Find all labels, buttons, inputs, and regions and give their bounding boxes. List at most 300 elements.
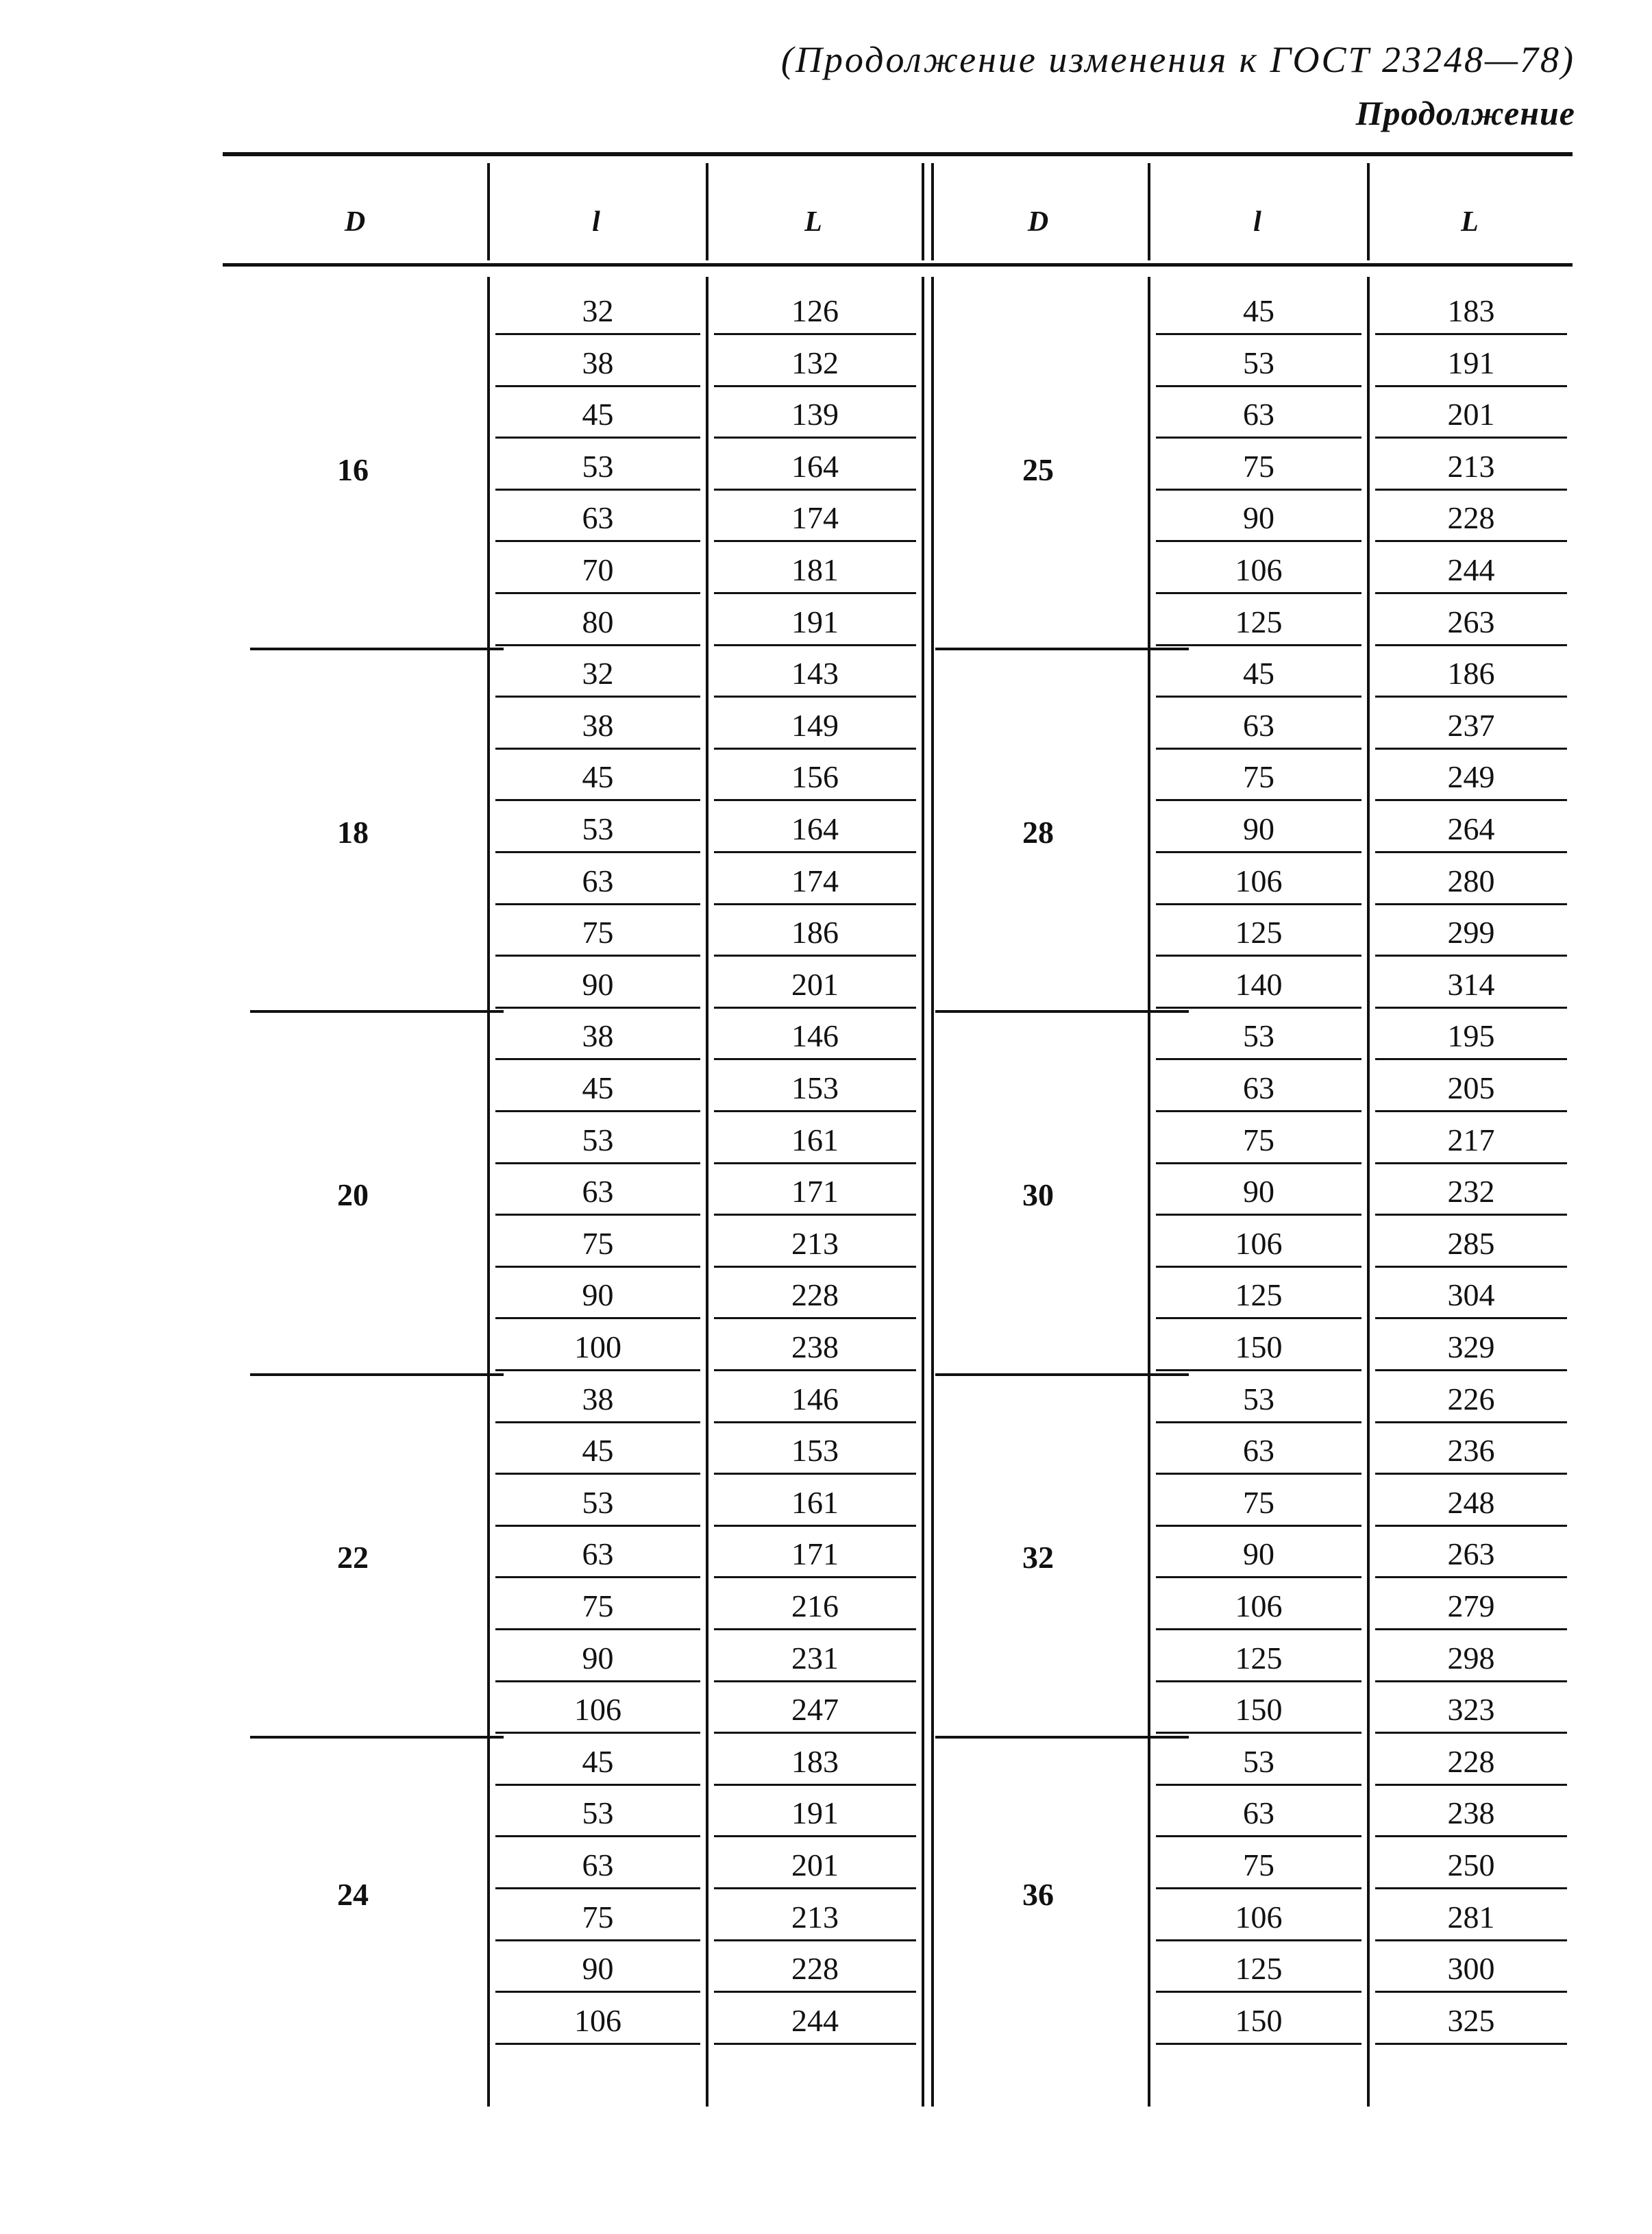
row-rule — [1375, 1784, 1567, 1786]
row-rule — [495, 644, 700, 646]
L-value: 201 — [791, 966, 839, 1002]
row-rule — [495, 1991, 700, 1993]
row-rule — [1375, 540, 1567, 542]
l-value: 75 — [1243, 1848, 1274, 1882]
row-rule — [495, 333, 700, 335]
row-rule — [1156, 1628, 1361, 1630]
l-value: 75 — [582, 1225, 614, 1261]
l-value: 53 — [582, 1484, 614, 1520]
row-rule — [495, 1939, 700, 1941]
l-value: 53 — [582, 1795, 614, 1831]
row-rule — [714, 644, 916, 646]
L-value: 249 — [1447, 759, 1495, 795]
row-rule — [1375, 955, 1567, 957]
l-value: 75 — [1243, 1122, 1274, 1157]
row-rule — [714, 1576, 916, 1578]
l-value: 53 — [582, 1122, 614, 1157]
row-rule — [1156, 851, 1361, 853]
l-value: 106 — [574, 1692, 621, 1728]
row-rule — [495, 1473, 700, 1475]
L-value: 213 — [791, 1225, 839, 1261]
D-value: 16 — [337, 452, 369, 487]
L-value: 248 — [1447, 1484, 1495, 1520]
l-value: 38 — [582, 1018, 614, 1054]
row-rule — [1156, 1991, 1361, 1993]
row-rule — [495, 1058, 700, 1060]
D-value: 36 — [1022, 1876, 1054, 1912]
row-rule — [714, 1835, 916, 1837]
l-value: 63 — [1243, 1433, 1274, 1469]
row-rule — [495, 592, 700, 594]
row-rule — [714, 1939, 916, 1941]
l-value: 90 — [582, 966, 614, 1002]
row-rule — [1375, 1887, 1567, 1889]
L-value: 213 — [791, 1899, 839, 1935]
L-value: 228 — [791, 1951, 839, 1987]
row-rule — [1375, 1214, 1567, 1216]
row-rule — [495, 1784, 700, 1786]
header-D-col: D — [344, 206, 366, 238]
row-rule — [714, 1784, 916, 1786]
D-value: 20 — [337, 1177, 369, 1212]
L-value: 250 — [1447, 1848, 1495, 1882]
row-rule — [495, 851, 700, 853]
row-rule — [714, 1628, 916, 1630]
row-rule — [495, 2043, 700, 2045]
row-rule — [495, 1732, 700, 1734]
group-rule — [935, 1010, 1189, 1013]
l-value: 75 — [582, 1899, 614, 1935]
l-value: 63 — [1243, 397, 1274, 432]
row-rule — [1375, 1991, 1567, 1993]
l-value: 140 — [1235, 966, 1283, 1002]
row-rule — [495, 1369, 700, 1371]
L-value: 263 — [1447, 604, 1495, 639]
row-rule — [1156, 1058, 1361, 1060]
L-value: 329 — [1447, 1329, 1495, 1364]
row-rule — [1375, 696, 1567, 698]
l-value: 106 — [1235, 1588, 1283, 1623]
L-value: 161 — [791, 1122, 839, 1157]
l-value: 90 — [1243, 811, 1274, 846]
L-value: 231 — [791, 1640, 839, 1676]
row-rule — [714, 1214, 916, 1216]
row-rule — [1156, 2043, 1361, 2045]
L-value: 244 — [1447, 552, 1495, 587]
row-rule — [495, 903, 700, 905]
row-rule — [495, 1680, 700, 1682]
row-rule — [714, 1525, 916, 1527]
header-L-col: L — [804, 206, 822, 238]
body-double-rule-a — [922, 277, 924, 2107]
l-value: 75 — [1243, 1484, 1274, 1520]
row-rule — [714, 489, 916, 491]
header-rule — [223, 263, 1573, 267]
row-rule — [714, 2043, 916, 2045]
row-rule — [1375, 489, 1567, 491]
L-value: 161 — [791, 1484, 839, 1520]
l-value: 70 — [582, 552, 614, 587]
row-rule — [1156, 592, 1361, 594]
row-rule — [714, 1369, 916, 1371]
row-rule — [714, 1991, 916, 1993]
l-value: 90 — [582, 1640, 614, 1676]
row-rule — [1375, 644, 1567, 646]
l-value: 106 — [1235, 863, 1283, 898]
l-value: 90 — [1243, 1536, 1274, 1572]
l-value: 38 — [582, 707, 614, 743]
row-rule — [1156, 1110, 1361, 1112]
l-value: 150 — [1235, 1692, 1283, 1728]
L-value: 143 — [791, 656, 839, 691]
row-rule — [1156, 1473, 1361, 1475]
l-value: 53 — [582, 448, 614, 484]
header-col-divider — [487, 163, 490, 260]
row-rule — [1375, 851, 1567, 853]
row-rule — [1375, 1525, 1567, 1527]
row-rule — [1156, 1525, 1361, 1527]
l-value: 75 — [582, 915, 614, 950]
l-value: 125 — [1235, 915, 1283, 950]
row-rule — [1156, 1421, 1361, 1423]
l-value: 53 — [1243, 1743, 1274, 1779]
l-value: 90 — [1243, 500, 1274, 536]
l-value: 63 — [582, 1536, 614, 1572]
top-rule — [223, 152, 1573, 156]
l-value: 90 — [582, 1277, 614, 1313]
L-value: 164 — [791, 448, 839, 484]
row-rule — [1156, 1007, 1361, 1009]
L-value: 191 — [791, 1795, 839, 1831]
L-value: 263 — [1447, 1536, 1495, 1572]
L-value: 247 — [791, 1692, 839, 1728]
L-value: 299 — [1447, 915, 1495, 950]
l-value: 45 — [1243, 656, 1274, 691]
row-rule — [1156, 333, 1361, 335]
row-rule — [714, 1110, 916, 1112]
D-value: 22 — [337, 1540, 369, 1575]
L-value: 228 — [1447, 1743, 1495, 1779]
row-rule — [1375, 1939, 1567, 1941]
row-rule — [1375, 1369, 1567, 1371]
L-value: 228 — [791, 1277, 839, 1313]
L-value: 174 — [791, 500, 839, 536]
group-rule — [250, 1736, 504, 1739]
L-value: 279 — [1447, 1588, 1495, 1623]
L-value: 132 — [791, 345, 839, 380]
header-col-divider — [1148, 163, 1150, 260]
l-value: 63 — [582, 500, 614, 536]
row-rule — [1156, 696, 1361, 698]
L-value: 281 — [1447, 1899, 1495, 1935]
l-value: 106 — [1235, 1225, 1283, 1261]
row-rule — [714, 385, 916, 387]
L-value: 153 — [791, 1433, 839, 1469]
L-value: 146 — [791, 1018, 839, 1054]
row-rule — [1375, 592, 1567, 594]
L-value: 238 — [791, 1329, 839, 1364]
l-value: 75 — [1243, 448, 1274, 484]
L-value: 171 — [791, 1536, 839, 1572]
row-rule — [1156, 1887, 1361, 1889]
l-value: 63 — [1243, 707, 1274, 743]
L-value: 201 — [791, 1848, 839, 1882]
group-rule — [250, 1010, 504, 1013]
L-value: 186 — [1447, 656, 1495, 691]
l-value: 32 — [582, 293, 614, 328]
row-rule — [1375, 1835, 1567, 1837]
row-rule — [714, 851, 916, 853]
L-value: 149 — [791, 707, 839, 743]
L-value: 126 — [791, 293, 839, 328]
row-rule — [714, 1007, 916, 1009]
row-rule — [1156, 1317, 1361, 1319]
row-rule — [1156, 385, 1361, 387]
row-rule — [714, 1887, 916, 1889]
l-value: 53 — [1243, 345, 1274, 380]
row-rule — [1156, 903, 1361, 905]
row-rule — [714, 540, 916, 542]
D-value: 32 — [1022, 1540, 1054, 1575]
l-value: 45 — [582, 759, 614, 795]
row-rule — [1375, 1421, 1567, 1423]
row-rule — [714, 1421, 916, 1423]
l-value: 150 — [1235, 2002, 1283, 2038]
l-value: 75 — [582, 1588, 614, 1623]
D-value: 25 — [1022, 452, 1054, 487]
row-rule — [1156, 540, 1361, 542]
row-rule — [1375, 1576, 1567, 1578]
group-rule — [250, 1373, 504, 1376]
L-value: 314 — [1447, 966, 1495, 1002]
header-D-col: D — [1027, 206, 1049, 238]
dimensions-table — [223, 147, 1573, 2113]
L-value: 191 — [1447, 345, 1495, 380]
l-value: 53 — [582, 811, 614, 846]
row-rule — [495, 1525, 700, 1527]
row-rule — [714, 592, 916, 594]
row-rule — [714, 1058, 916, 1060]
L-value: 195 — [1447, 1018, 1495, 1054]
row-rule — [1375, 385, 1567, 387]
header-col-divider — [706, 163, 708, 260]
L-value: 213 — [1447, 448, 1495, 484]
l-value: 75 — [1243, 759, 1274, 795]
row-rule — [1156, 1576, 1361, 1578]
l-value: 63 — [1243, 1795, 1274, 1831]
l-value: 38 — [582, 345, 614, 380]
row-rule — [714, 1732, 916, 1734]
group-rule — [935, 1373, 1189, 1376]
row-rule — [1156, 1680, 1361, 1682]
l-value: 45 — [582, 1070, 614, 1105]
l-value: 106 — [574, 2002, 621, 2038]
l-value: 45 — [1243, 293, 1274, 328]
D-value: 24 — [337, 1876, 369, 1912]
row-rule — [1156, 955, 1361, 957]
L-value: 304 — [1447, 1277, 1495, 1313]
L-value: 201 — [1447, 397, 1495, 432]
row-rule — [495, 1266, 700, 1268]
header-l-small-col: l — [592, 206, 600, 238]
row-rule — [714, 333, 916, 335]
L-value: 298 — [1447, 1640, 1495, 1676]
L-value: 164 — [791, 811, 839, 846]
L-value: 237 — [1447, 707, 1495, 743]
l-value: 100 — [574, 1329, 621, 1364]
header-double-rule-a — [922, 163, 924, 260]
l-value: 63 — [582, 1174, 614, 1210]
l-value: 90 — [582, 1951, 614, 1987]
row-rule — [1156, 437, 1361, 439]
row-rule — [495, 1007, 700, 1009]
row-rule — [1375, 437, 1567, 439]
L-value: 183 — [1447, 293, 1495, 328]
row-rule — [1156, 1369, 1361, 1371]
row-rule — [495, 1835, 700, 1837]
L-value: 325 — [1447, 2002, 1495, 2038]
row-rule — [1375, 1007, 1567, 1009]
L-value: 226 — [1447, 1381, 1495, 1416]
L-value: 205 — [1447, 1070, 1495, 1105]
header-double-rule-b — [931, 163, 934, 260]
L-value: 238 — [1447, 1795, 1495, 1831]
l-value: 53 — [1243, 1018, 1274, 1054]
L-value: 280 — [1447, 863, 1495, 898]
L-value: 300 — [1447, 1951, 1495, 1987]
row-rule — [1375, 1628, 1567, 1630]
L-value: 228 — [1447, 500, 1495, 536]
l-value: 125 — [1235, 1640, 1283, 1676]
l-value: 106 — [1235, 552, 1283, 587]
l-value: 45 — [582, 397, 614, 432]
group-rule — [935, 648, 1189, 650]
l-value: 106 — [1235, 1899, 1283, 1935]
l-value: 63 — [1243, 1070, 1274, 1105]
row-rule — [1375, 1162, 1567, 1164]
row-rule — [1375, 1732, 1567, 1734]
L-value: 264 — [1447, 811, 1495, 846]
L-value: 183 — [791, 1743, 839, 1779]
row-rule — [714, 437, 916, 439]
continuation-title: (Продолжение изменения к ГОСТ 23248—78) — [780, 39, 1575, 80]
row-rule — [714, 1680, 916, 1682]
row-rule — [1375, 333, 1567, 335]
D-value: 28 — [1022, 814, 1054, 850]
D-value: 30 — [1022, 1177, 1054, 1212]
row-rule — [714, 955, 916, 957]
row-rule — [1156, 489, 1361, 491]
L-value: 153 — [791, 1070, 839, 1105]
row-rule — [1156, 1162, 1361, 1164]
row-rule — [495, 748, 700, 750]
row-rule — [495, 540, 700, 542]
L-value: 156 — [791, 759, 839, 795]
row-rule — [714, 748, 916, 750]
L-value: 171 — [791, 1174, 839, 1210]
row-rule — [714, 1317, 916, 1319]
L-value: 139 — [791, 397, 839, 432]
row-rule — [714, 799, 916, 801]
row-rule — [495, 1628, 700, 1630]
l-value: 38 — [582, 1381, 614, 1416]
D-value: 18 — [337, 814, 369, 850]
L-value: 146 — [791, 1381, 839, 1416]
row-rule — [1156, 799, 1361, 801]
row-rule — [1156, 1784, 1361, 1786]
l-value: 125 — [1235, 1951, 1283, 1987]
row-rule — [1375, 1473, 1567, 1475]
row-rule — [495, 696, 700, 698]
row-rule — [1156, 1266, 1361, 1268]
l-value: 150 — [1235, 1329, 1283, 1364]
row-rule — [1156, 1939, 1361, 1941]
group-rule — [250, 648, 504, 650]
group-rule — [935, 1736, 1189, 1739]
row-rule — [495, 489, 700, 491]
row-rule — [495, 1421, 700, 1423]
row-rule — [714, 903, 916, 905]
row-rule — [495, 1576, 700, 1578]
row-rule — [495, 1214, 700, 1216]
header-L-col: L — [1461, 206, 1479, 238]
row-rule — [1156, 748, 1361, 750]
L-value: 232 — [1447, 1174, 1495, 1210]
body-double-rule-b — [931, 277, 934, 2107]
row-rule — [714, 1162, 916, 1164]
row-rule — [1156, 1214, 1361, 1216]
row-rule — [714, 1473, 916, 1475]
row-rule — [495, 1317, 700, 1319]
row-rule — [495, 1162, 700, 1164]
L-value: 217 — [1447, 1122, 1495, 1157]
row-rule — [1375, 903, 1567, 905]
L-value: 181 — [791, 552, 839, 587]
row-rule — [495, 385, 700, 387]
row-rule — [1375, 1266, 1567, 1268]
row-rule — [495, 799, 700, 801]
l-value: 63 — [582, 863, 614, 898]
row-rule — [495, 437, 700, 439]
L-value: 323 — [1447, 1692, 1495, 1728]
l-value: 125 — [1235, 604, 1283, 639]
row-rule — [1375, 748, 1567, 750]
row-rule — [1375, 1110, 1567, 1112]
row-rule — [495, 1110, 700, 1112]
l-value: 80 — [582, 604, 614, 639]
L-value: 174 — [791, 863, 839, 898]
l-value: 125 — [1235, 1277, 1283, 1313]
row-rule — [495, 1887, 700, 1889]
l-value: 45 — [582, 1433, 614, 1469]
header-col-divider — [1367, 163, 1370, 260]
row-rule — [714, 696, 916, 698]
row-rule — [1156, 644, 1361, 646]
l-value: 90 — [1243, 1174, 1274, 1210]
header-l-small-col: l — [1253, 206, 1261, 238]
row-rule — [1375, 799, 1567, 801]
row-rule — [1375, 2043, 1567, 2045]
L-value: 216 — [791, 1588, 839, 1623]
row-rule — [495, 955, 700, 957]
l-value: 32 — [582, 656, 614, 691]
L-value: 186 — [791, 915, 839, 950]
row-rule — [714, 1266, 916, 1268]
L-value: 285 — [1447, 1225, 1495, 1261]
l-value: 53 — [1243, 1381, 1274, 1416]
row-rule — [1375, 1680, 1567, 1682]
L-value: 244 — [791, 2002, 839, 2038]
